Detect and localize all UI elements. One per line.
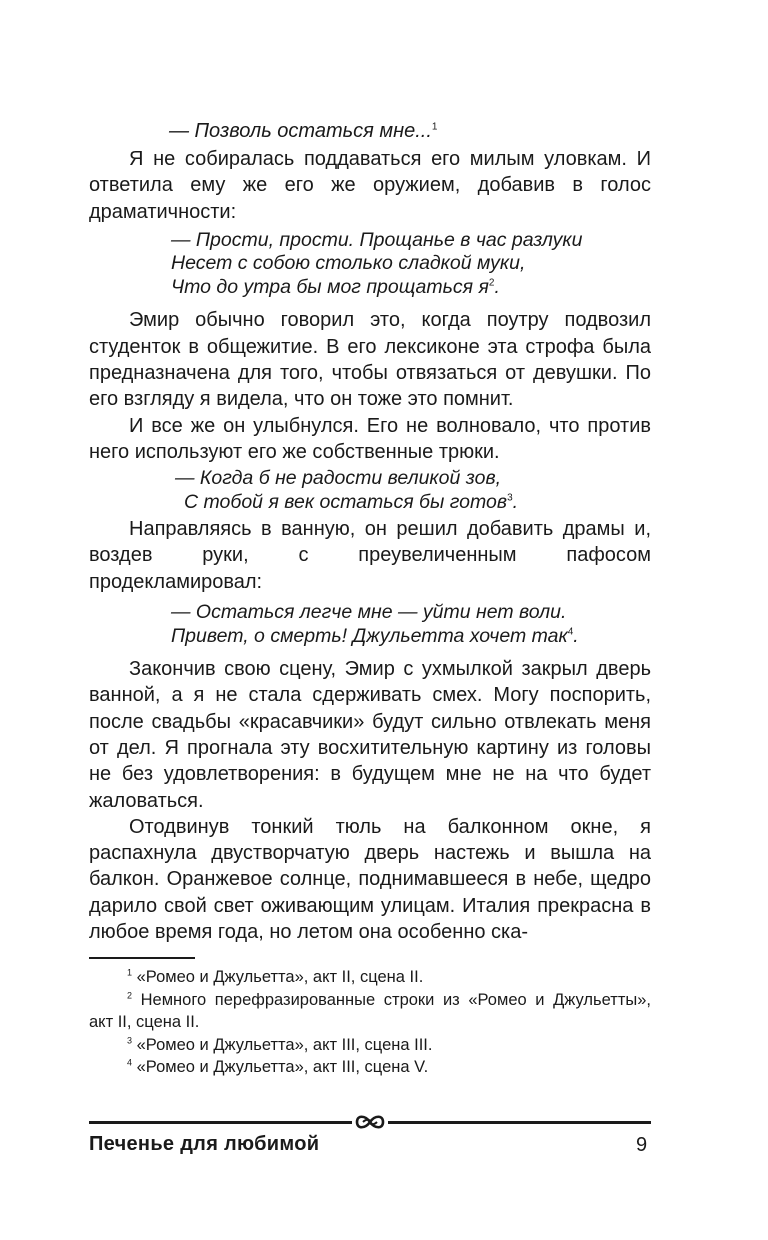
verse-line: Привет, о смерть! Джульетта хочет так$^4$. — [171, 624, 579, 647]
verse-line: — Остаться легче мне — уйти нет воли. — [171, 601, 567, 624]
verse-quote-3 — [89, 601, 651, 648]
paragraph-2: Эмир обычно говорил это, когда поутру подвозил студенток в общежитие. В его лексиконе эта строфа была предназначена для того, чтобы отвязаться от девушки. По его взгляду я видела, что он тоже это помнит. — [89, 309, 651, 411]
verse-quote-1 — [89, 229, 651, 300]
verse-quote-2 — [89, 467, 651, 514]
verse-line: Что до утра бы мог прощаться $я^2$. — [171, 275, 500, 298]
verse-line: Несет с собою столько сладкой муки, — [171, 252, 526, 275]
footnote-divider — [89, 957, 195, 959]
footnote-4: $^4$ «Ромео и Джульетта», акт III, сцена V. — [127, 1057, 429, 1076]
paragraph-5: Закончив свою сцену, Эмир с ухмылкой закрыл дверь ванной, а я не стала сдерживать смех. Могу поспорить, после свадьбы «красавчики» будут сильно отвлекать меня от дел. Я прогнала эту восхитительную картину из головы не без удовлетворения: в будущем мне не на что будет жаловаться. — [89, 658, 651, 812]
ornament-icon — [352, 1111, 388, 1133]
verse-line: С тобой я век остаться бы готов$^3$. — [184, 490, 519, 513]
running-title: Печенье для любимой — [89, 1133, 320, 1155]
page-number: 9 — [636, 1134, 648, 1156]
footnote-ref-3[interactable]: 3 — [507, 492, 513, 504]
footnote-2: $^2$ Немного перефразированные строки из «Ромео и Джульетты», акт II, сцена II. — [89, 990, 651, 1031]
dialog-line: — Позволь остаться мне...$^1$ — [169, 120, 438, 142]
paragraph-1: Я не собиралась поддаваться его милым уловкам. И ответила ему же его же оружием, добавив в голос драматичности: — [89, 148, 651, 223]
verse-line: — Когда б не радости великой зов, — [175, 467, 502, 490]
paragraph-3: И все же он улыбнулся. Его не волновало, что против него используют его же собственные трюки. — [89, 414, 651, 463]
verse-line: — Прости, прости. Прощанье в час разлуки — [171, 228, 583, 251]
footnote-ref-4[interactable]: 4 — [567, 626, 574, 638]
footnotes — [89, 966, 651, 1079]
footnote-ref-1[interactable]: 1 — [431, 121, 438, 133]
footnote-3: $^3$ «Ромео и Джульетта», акт III, сцена III. — [127, 1035, 433, 1054]
footnote-1: $^1$ «Ромео и Джульетта», акт II, сцена II. — [127, 967, 424, 986]
page-body — [89, 118, 651, 945]
paragraph-6: Отодвинув тонкий тюль на балконном окне, я распахнула двустворчатую дверь настежь и вышла на балкон. Оранжевое солнце, поднимавшееся в небе, щедро дарило свой свет оживающим улицам. Италия прекрасна в любое время года, но летом она особенно ска- — [89, 815, 651, 944]
footnote-ref-2[interactable]: 2 — [488, 277, 495, 289]
paragraph-4: Направляясь в ванную, он решил добавить драмы и, воздев руки, с преувеличенным пафосом продекламировал: — [89, 518, 651, 593]
